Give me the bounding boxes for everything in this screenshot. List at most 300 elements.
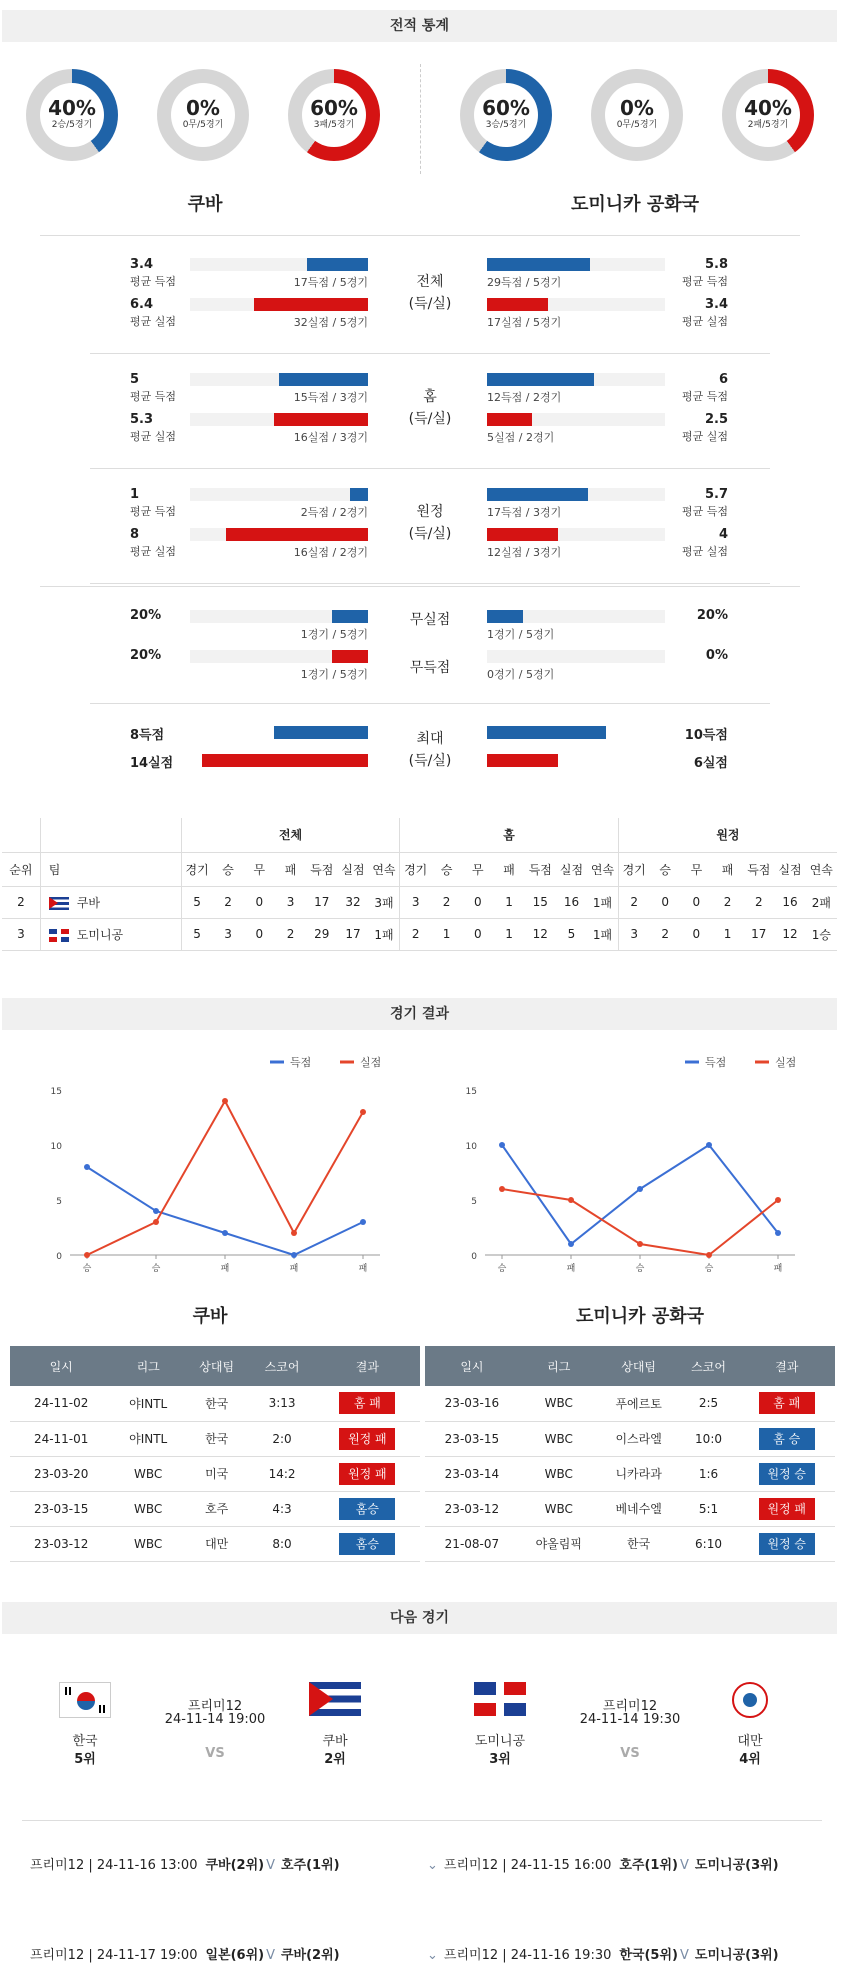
standings-col-header: 승: [431, 852, 462, 886]
standings-cell: 0: [244, 886, 275, 918]
standings-cell: 17: [743, 918, 774, 950]
result-cell: WBC: [519, 1421, 599, 1456]
results-col-header: 상대팀: [184, 1346, 249, 1386]
result-cell: 2:5: [679, 1386, 739, 1421]
standings-cell: 12: [525, 918, 556, 950]
match-time: 24-11-14 19:00: [164, 1712, 266, 1727]
home-team-rank: 5위: [74, 1752, 96, 1767]
special-title: 무실점: [409, 612, 451, 628]
ring-center: [40, 83, 104, 147]
conceded-point: [775, 1197, 781, 1203]
result-cell: 23-03-15: [10, 1491, 112, 1526]
standings-col-header: 실점: [556, 852, 587, 886]
divider: [22, 1820, 822, 1821]
later-game-row[interactable]: [30, 1944, 340, 1963]
conceded-point: [499, 1186, 505, 1192]
ring-subtext: 3승/5경기: [485, 120, 527, 130]
vs-icon: V: [266, 1858, 275, 1873]
stat-caption: 2득점 / 2경기: [300, 506, 368, 519]
later-game-info: 프리미12 | 24-11-15 16:00: [443, 1858, 612, 1873]
standings-col-header: 실점: [774, 852, 805, 886]
away-team-name: 쿠바: [322, 1734, 348, 1749]
home-scored-bar: [350, 488, 368, 501]
later-game-row[interactable]: [427, 1854, 779, 1873]
y-tick-label: 5: [56, 1197, 62, 1207]
result-cell: 24-11-02: [10, 1386, 112, 1421]
result-badge: 원정 패: [339, 1463, 395, 1485]
league-name: 프리미12: [602, 1699, 658, 1714]
later-team-2: 도미니공(3위): [694, 1858, 779, 1873]
scored-point: [775, 1230, 781, 1236]
win-rate-ring: [722, 69, 814, 161]
scored-line: [502, 1145, 778, 1244]
home-team-block: [470, 1682, 530, 1716]
result-badge: 원정 패: [339, 1428, 395, 1450]
standings-cell: 0: [462, 918, 493, 950]
home-team-name: 한국: [72, 1734, 98, 1749]
conceded-point: [153, 1219, 159, 1225]
results-table: [425, 1346, 835, 1562]
later-team-1: 쿠바(2위): [205, 1858, 265, 1873]
ring-center: [474, 83, 538, 147]
y-tick-label: 15: [465, 1087, 477, 1097]
conceded-point: [568, 1197, 574, 1203]
standings-cell: 1: [493, 918, 524, 950]
home-avg-scored: 3.4: [130, 257, 154, 272]
later-game-row[interactable]: [427, 1944, 779, 1963]
standings-col-header: 득점: [743, 852, 774, 886]
divider: [420, 64, 421, 174]
results-col-header: 스코어: [679, 1346, 739, 1386]
later-team-1: 일본(6위): [205, 1948, 265, 1963]
vs-label: VS: [205, 1746, 225, 1761]
bar-track: [487, 650, 665, 663]
result-row: [425, 1421, 835, 1456]
standings-cell: 3: [400, 886, 431, 918]
standings-col-header: 무: [681, 852, 712, 886]
scored-point: [153, 1208, 159, 1214]
standings-cell: 1패: [369, 918, 400, 950]
home-team-title: 쿠바: [187, 194, 223, 215]
stat-caption: 0경기 / 5경기: [487, 668, 555, 681]
result-badge: 홈승: [339, 1498, 395, 1520]
standings-cell: 3: [618, 918, 649, 950]
standings-cell: 2: [743, 886, 774, 918]
standings-col-header: 경기: [618, 852, 649, 886]
standings-cell: 5: [181, 918, 212, 950]
away-avg-scored: 5.7: [704, 487, 728, 502]
next-game-card: [55, 1680, 375, 1780]
results-col-header: 리그: [112, 1346, 184, 1386]
dominican-flag-icon: [474, 1682, 526, 1716]
standings-cell: 2: [431, 886, 462, 918]
result-cell: 21-08-07: [425, 1526, 519, 1561]
standings-cell: 3: [275, 886, 306, 918]
away-avg-conceded: 3.4: [704, 297, 728, 312]
stat-caption: 5실점 / 2경기: [487, 431, 555, 444]
away-avg-scored: 5.8: [704, 257, 728, 272]
result-cell: 23-03-14: [425, 1456, 519, 1491]
team-name: 쿠바: [76, 895, 100, 910]
result-cell: 5:1: [679, 1491, 739, 1526]
standings-cell: 2: [712, 886, 743, 918]
result-badge: 홈 패: [759, 1392, 815, 1414]
standings-col-header: 경기: [400, 852, 431, 886]
results-col-header: 결과: [738, 1346, 835, 1386]
section-header-stats: 전적 통계: [2, 10, 837, 42]
stat-label: 평균 득점: [130, 390, 177, 403]
y-tick-label: 10: [465, 1142, 477, 1152]
standings-col-header: 패: [275, 852, 306, 886]
ring-percent: 60%: [482, 96, 530, 120]
results-col-header: 리그: [519, 1346, 599, 1386]
home-max-scored: 8득점: [130, 728, 165, 743]
result-cell: 베네수엘: [599, 1491, 679, 1526]
stat-label: 평균 실점: [130, 545, 177, 558]
stat-label: 평균 실점: [681, 315, 728, 328]
divider: [90, 468, 770, 469]
standings-col-header: 득점: [306, 852, 337, 886]
stat-label: 평균 실점: [681, 545, 728, 558]
standings-cell: 1: [431, 918, 462, 950]
ring-percent: 0%: [186, 96, 220, 120]
korea-flag-icon: [59, 1682, 111, 1718]
special-right-bar: [487, 610, 523, 623]
stat-caption: 1경기 / 5경기: [487, 628, 555, 641]
ring-percent: 40%: [744, 96, 792, 120]
stat-caption: 29득점 / 5경기: [487, 276, 562, 289]
stat-caption: 12득점 / 2경기: [487, 391, 562, 404]
x-tick-label: 승: [497, 1264, 507, 1274]
result-cell: 야올림픽: [519, 1526, 599, 1561]
y-tick-label: 5: [471, 1197, 477, 1207]
result-cell: 2:0: [249, 1421, 314, 1456]
y-tick-label: 10: [50, 1142, 62, 1152]
stat-caption: 17득점 / 3경기: [487, 506, 562, 519]
result-row: [425, 1456, 835, 1491]
standings-cell: 0: [681, 886, 712, 918]
home-max-conceded-bar: [202, 754, 368, 767]
result-cell: 니카라과: [599, 1456, 679, 1491]
result-cell: 미국: [184, 1456, 249, 1491]
standings-row: [2, 886, 837, 918]
scored-point: [360, 1219, 366, 1225]
stat-label: 평균 실점: [130, 430, 177, 443]
win-rate-ring: [460, 69, 552, 161]
chevron-down-icon[interactable]: ⌄: [427, 1858, 438, 1873]
special-right-value: 20%: [696, 608, 728, 623]
result-cell: 4:3: [249, 1491, 314, 1526]
max-title: 최대 (득/실): [408, 731, 452, 769]
ring-center: [171, 83, 235, 147]
result-cell: 23-03-12: [425, 1491, 519, 1526]
scored-line: [87, 1167, 363, 1255]
home-results-title: 쿠바: [192, 1306, 228, 1327]
result-cell: 23-03-12: [10, 1526, 112, 1561]
home-avg-conceded: 8: [130, 527, 140, 542]
away-score-chart: [445, 1045, 835, 1290]
chinese-taipei-flag-icon: [732, 1682, 768, 1718]
stat-label: 평균 실점: [130, 315, 177, 328]
conceded-point: [706, 1252, 712, 1258]
standings-col-header: 패: [712, 852, 743, 886]
standings-cell: 2: [650, 918, 681, 950]
scored-point: [706, 1142, 712, 1148]
vs-label: VS: [620, 1746, 640, 1761]
stat-caption: 12실점 / 3경기: [487, 546, 562, 559]
result-cell: 14:2: [249, 1456, 314, 1491]
section-header-next: 다음 경기: [2, 1602, 837, 1634]
standings: [2, 818, 837, 951]
later-team-2: 쿠바(2위): [280, 1948, 340, 1963]
ring-subtext: 2승/5경기: [51, 120, 93, 130]
x-tick-label: 패: [358, 1264, 368, 1274]
league-name: 프리미12: [187, 1699, 243, 1714]
later-game-info: 프리미12 | 24-11-16 13:00: [30, 1858, 198, 1873]
standings-cell: 15: [525, 886, 556, 918]
standings-cell: 2패: [806, 886, 837, 918]
special-left-bar: [332, 610, 368, 623]
bar-track: [190, 488, 368, 501]
conceded-point: [84, 1252, 90, 1258]
stat-label: 평균 득점: [681, 390, 728, 403]
result-cell: 1:6: [679, 1456, 739, 1491]
result-cell: 3:13: [249, 1386, 314, 1421]
x-tick-label: 승: [704, 1264, 714, 1274]
result-cell: 한국: [599, 1526, 679, 1561]
cuba-flag-icon: [309, 1682, 361, 1716]
stat-label: 평균 득점: [130, 505, 177, 518]
stat-label: 평균 득점: [681, 275, 728, 288]
result-row: [10, 1386, 420, 1421]
away-scored-bar: [487, 373, 594, 386]
conceded-point: [637, 1241, 643, 1247]
ring-percent: 60%: [310, 96, 358, 120]
ring-subtext: 2패/5경기: [747, 120, 789, 130]
result-row: [10, 1491, 420, 1526]
standings-cell: 12: [774, 918, 805, 950]
result-cell: 야INTL: [112, 1386, 184, 1421]
later-team-2: 호주(1위): [280, 1858, 340, 1873]
standings-col-header: 순위: [2, 852, 40, 886]
result-badge: 홈 승: [759, 1428, 815, 1450]
standings-col-header: 득점: [525, 852, 556, 886]
result-cell: 푸에르토: [599, 1386, 679, 1421]
standings-group-header: 원정: [618, 818, 837, 852]
special-left-bar: [332, 650, 368, 663]
away-results-title: 도미니카 공화국: [576, 1306, 704, 1327]
later-game-info: 프리미12 | 24-11-16 19:30: [443, 1948, 612, 1963]
divider: [90, 703, 770, 704]
result-cell: 대만: [184, 1526, 249, 1561]
standings-cell: 2: [212, 886, 243, 918]
home-team-block: [55, 1682, 115, 1718]
result-badge: 원정 승: [759, 1533, 815, 1555]
standings-cell: 2: [400, 918, 431, 950]
stat-caption: 1경기 / 5경기: [300, 668, 368, 681]
result-row: [425, 1491, 835, 1526]
team-name: 도미니공: [76, 927, 124, 942]
standings-col-header: 패: [493, 852, 524, 886]
scored-point: [291, 1252, 297, 1258]
away-avg-conceded: 2.5: [704, 412, 728, 427]
home-scored-bar: [307, 258, 368, 271]
result-cell: WBC: [519, 1491, 599, 1526]
away-scored-bar: [487, 258, 590, 271]
standings-cell: 2: [275, 918, 306, 950]
standings-cell: 3패: [369, 886, 400, 918]
scored-point: [222, 1230, 228, 1236]
divider: [90, 583, 770, 584]
win-rate-ring: [591, 69, 683, 161]
standings-cell: 16: [556, 886, 587, 918]
results-col-header: 일시: [10, 1346, 112, 1386]
result-badge: 원정 승: [759, 1463, 815, 1485]
result-cell: 24-11-01: [10, 1421, 112, 1456]
scored-point: [84, 1164, 90, 1170]
rank: 3: [2, 918, 40, 950]
match-time: 24-11-14 19:30: [579, 1712, 681, 1727]
vs-icon: V: [679, 1948, 689, 1963]
x-tick-label: 패: [220, 1264, 230, 1274]
block-title: 홈 (득/실): [408, 389, 452, 427]
results-col-header: 결과: [315, 1346, 420, 1386]
stat-caption: 16실점 / 3경기: [293, 431, 368, 444]
stat-caption: 32실점 / 5경기: [293, 316, 368, 329]
standings-cell: 1: [493, 886, 524, 918]
away-team-block: [305, 1682, 365, 1716]
divider: [90, 353, 770, 354]
conceded-point: [222, 1098, 228, 1104]
results-col-header: 스코어: [249, 1346, 314, 1386]
away-conceded-bar: [487, 528, 558, 541]
standings-group-header: 전체: [181, 818, 400, 852]
legend-label: 득점: [290, 1056, 312, 1069]
standings-col-header: 경기: [181, 852, 212, 886]
x-tick-label: 패: [773, 1264, 783, 1274]
ring-percent: 40%: [48, 96, 96, 120]
team-cell: [40, 886, 181, 918]
divider: [40, 235, 800, 236]
legend-label: 득점: [705, 1056, 727, 1069]
away-team-title: 도미니카 공화국: [571, 194, 699, 215]
win-rate-ring: [288, 69, 380, 161]
result-cell: 23-03-15: [425, 1421, 519, 1456]
standings-cell: 16: [774, 886, 805, 918]
divider: [40, 586, 800, 587]
home-max-conceded: 14실점: [130, 756, 174, 771]
result-cell: 호주: [184, 1491, 249, 1526]
standings-col-header: 연속: [806, 852, 837, 886]
away-conceded-bar: [487, 413, 532, 426]
result-badge: 홈 패: [339, 1392, 395, 1414]
result-cell: 한국: [184, 1421, 249, 1456]
ring-center: [302, 83, 366, 147]
standings-cell: 17: [306, 886, 337, 918]
results-col-header: 일시: [425, 1346, 519, 1386]
cuba-flag-icon: [49, 897, 69, 910]
stat-caption: 17득점 / 5경기: [293, 276, 368, 289]
result-row: [425, 1386, 835, 1421]
result-badge: 원정 패: [759, 1498, 815, 1520]
standings-row: [2, 918, 837, 950]
away-team-rank: 2위: [324, 1752, 346, 1767]
x-tick-label: 승: [151, 1264, 161, 1274]
x-tick-label: 승: [82, 1264, 92, 1274]
standings-cell: 29: [306, 918, 337, 950]
team-cell: [40, 918, 181, 950]
home-max-scored-bar: [274, 726, 368, 739]
home-scored-bar: [279, 373, 368, 386]
home-avg-conceded: 6.4: [130, 297, 154, 312]
scored-point: [568, 1241, 574, 1247]
rank: 2: [2, 886, 40, 918]
standings-col-header: 무: [244, 852, 275, 886]
home-team-name: 도미니공: [474, 1734, 526, 1749]
standings-cell: 0: [462, 886, 493, 918]
y-tick-label: 0: [56, 1252, 62, 1262]
standings-cell: 2: [618, 886, 649, 918]
special-right-value: 0%: [705, 648, 728, 663]
result-cell: WBC: [112, 1491, 184, 1526]
result-cell: WBC: [519, 1386, 599, 1421]
block-title: 전체 (득/실): [408, 274, 452, 312]
ring-percent: 0%: [620, 96, 654, 120]
special-left-value: 20%: [130, 648, 162, 663]
standings-col-header: 연속: [369, 852, 400, 886]
win-rate-ring: [157, 69, 249, 161]
away-team-name: 대만: [737, 1734, 763, 1749]
ring-subtext: 0무/5경기: [616, 120, 658, 130]
home-conceded-bar: [274, 413, 368, 426]
y-tick-label: 15: [50, 1087, 62, 1097]
standings-col-header: 연속: [587, 852, 618, 886]
standings-cell: 1: [712, 918, 743, 950]
result-badge: 홈승: [339, 1533, 395, 1555]
later-game-row[interactable]: [30, 1854, 340, 1873]
standings-cell: 0: [244, 918, 275, 950]
result-cell: WBC: [112, 1526, 184, 1561]
result-cell: 한국: [184, 1386, 249, 1421]
next-game-card: [470, 1680, 790, 1780]
result-cell: 이스라엘: [599, 1421, 679, 1456]
standings-col-header: 무: [462, 852, 493, 886]
result-cell: 10:0: [679, 1421, 739, 1456]
conceded-point: [360, 1109, 366, 1115]
chevron-down-icon[interactable]: ⌄: [427, 1948, 438, 1963]
standings-cell: 17: [337, 918, 368, 950]
results-table: [10, 1346, 420, 1562]
home-score-chart: [30, 1045, 420, 1290]
result-row: [10, 1526, 420, 1561]
standings-cell: 0: [650, 886, 681, 918]
scored-point: [499, 1142, 505, 1148]
ring-subtext: 3패/5경기: [313, 120, 355, 130]
result-cell: 야INTL: [112, 1421, 184, 1456]
home-team-rank: 3위: [489, 1752, 511, 1767]
result-cell: 23-03-20: [10, 1456, 112, 1491]
stat-caption: 15득점 / 3경기: [293, 391, 368, 404]
result-row: [10, 1456, 420, 1491]
result-cell: WBC: [112, 1456, 184, 1491]
standings-col-header: 승: [650, 852, 681, 886]
ring-center: [736, 83, 800, 147]
standings-cell: 3: [212, 918, 243, 950]
away-max-scored: 10득점: [684, 728, 728, 743]
stat-label: 평균 득점: [681, 505, 728, 518]
home-conceded-bar: [226, 528, 368, 541]
ring-subtext: 0무/5경기: [182, 120, 224, 130]
